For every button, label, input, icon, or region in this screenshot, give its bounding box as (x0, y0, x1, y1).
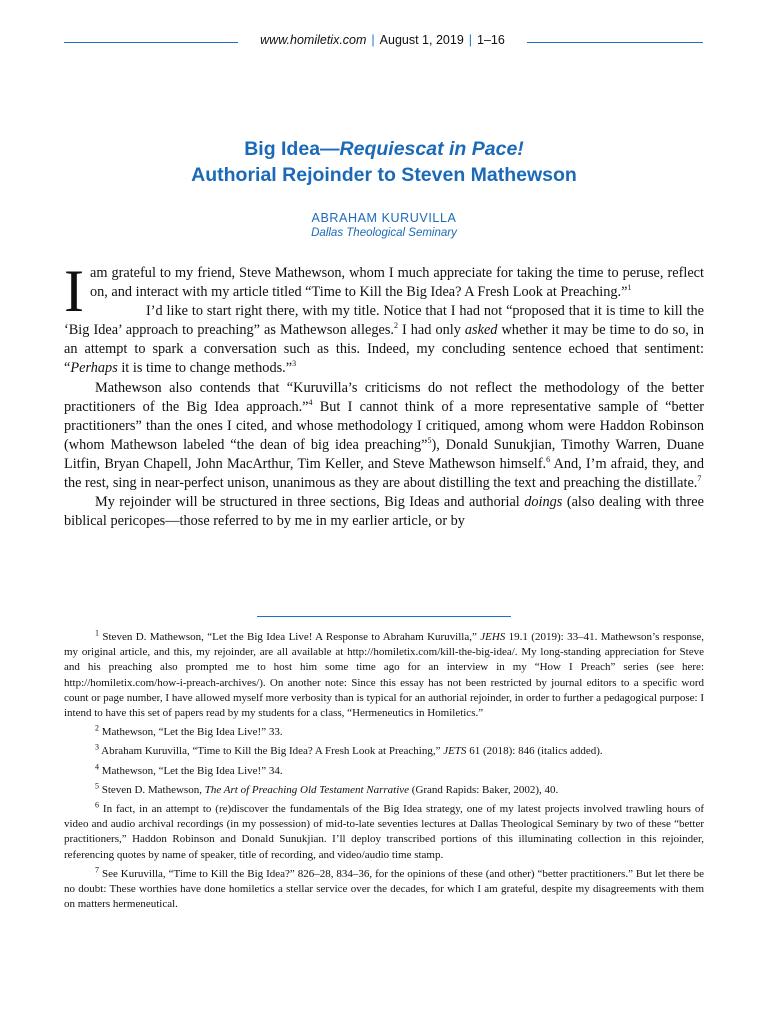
header-text (238, 33, 527, 47)
footnote-text: 61 (2018): 846 (italics added). (466, 745, 603, 758)
footnote (64, 761, 704, 779)
footnote-number: 3 (95, 742, 99, 752)
paragraph-text: I had only (397, 322, 465, 339)
footnote-text: See Kuruvilla, “Time to Kill the Big Idea?” 826–28, 834–36, for the opinions of these (and other) “better practitioners.” But let there be no doubt: These worthies have done homiletics a stellar service over the decades, for which I am grateful, despite my disagreements with them on matters hermeneutical. (64, 867, 704, 911)
paragraph-text: (also dealing with three biblical pericopes—those referred to by me in my earlier article, or by (64, 494, 704, 530)
paragraph-text: Mathewson also contends that “Kuruvilla’s criticisms do not reflect the methodology of the better practitioners of the Big Idea approach.” (64, 379, 704, 415)
footnote-ref[interactable]: 7 (697, 474, 702, 484)
paragraph (64, 379, 704, 494)
emphasis: asked (464, 322, 498, 339)
footnote-number: 7 (95, 865, 99, 875)
author-name: ABRAHAM KURUVILLA (311, 211, 457, 225)
title-italic: Requiescat in Pace! (339, 138, 524, 160)
footnote-divider (257, 616, 511, 617)
title-line-1 (0, 136, 768, 162)
running-header (0, 33, 768, 53)
emphasis: The Art of Preaching Old Testament Narrative (204, 783, 410, 796)
emphasis: JEHS (480, 631, 506, 643)
drop-cap: I (64, 258, 84, 324)
paragraph-text: But I cannot think of a more representative sample of “better practitioners” than the ones I cited, and whose methodology I critiqued, among whom were Haddon Robinson (whom Mathewson labeled “the dean of big idea preaching” (64, 398, 704, 453)
header-date: August 1, 2019 (379, 33, 464, 47)
footnote (64, 867, 704, 913)
footnote-text: Mathewson, “Let the Big Idea Live!” 33. (99, 726, 283, 739)
footnote-text: Mathewson, “Let the Big Idea Live!” 34. (99, 764, 283, 777)
paragraph-text: And, I’m afraid, they, and the rest, sing in near-perfect unison, unanimous as they are about distilling the text and preaching the distillate. (64, 455, 704, 492)
author-affiliation: Dallas Theological Seminary (311, 227, 457, 239)
footnote-ref[interactable]: 6 (546, 455, 551, 465)
paragraph-text: ), Donald Sunukjian, Timothy Warren, Duane Litfin, Bryan Chapell, John MacArthur, Tim Keller, and Steve Mathewson himself. (64, 436, 704, 472)
footnote-number: 1 (95, 628, 99, 638)
emphasis: JETS (443, 745, 467, 758)
paragraph-text: My rejoinder will be structured in three sections, Big Ideas and authorial (95, 494, 525, 511)
footnote-number: 2 (95, 723, 99, 733)
footnote-text: (Grand Rapids: Baker, 2002), 40. (409, 783, 559, 796)
footnote-ref[interactable]: 2 (393, 321, 398, 331)
footnote (64, 725, 704, 740)
header-site-link[interactable]: www.homiletix.com (260, 33, 367, 47)
header-separator: | (371, 33, 375, 47)
footnote-ref[interactable]: 4 (308, 397, 313, 407)
paragraph-text: I’d like to start right there, with my title. Notice that I had not “proposed that it is time to kill the ‘Big Idea’ approach to preaching” as Mathewson alleges. (64, 303, 704, 339)
header-rule-left (64, 42, 238, 43)
title-line-2: Authorial Rejoinder to Steven Mathewson (191, 164, 577, 186)
header-separator: | (468, 33, 473, 47)
footnote (64, 783, 704, 798)
footnote-text: Abraham Kuruvilla, “Time to Kill the Big Idea? A Fresh Look at Preaching,” (99, 745, 444, 758)
header-pages: 1–16 (477, 33, 505, 47)
footnote (64, 744, 704, 759)
footnote-number: 5 (95, 781, 99, 791)
header-rule-right (527, 42, 703, 43)
footnotes (64, 630, 704, 916)
emphasis: doings (524, 494, 563, 511)
footnote-number: 6 (95, 800, 99, 810)
footnote-text: 19.1 (2019): 33–41. Mathewson’s response, my original article, and this, my rejoinder, are all available at http://homiletix.com/kill-the-big-idea/. My long-standing appreciation for Steve and his preaching also prompted me to host him some time ago for an interview in my “How I Preach” series (see here: http://homiletix.com/how-i-preach-archives/). On another note: Since this essay has not been restricted by journal editors to a specific word count or page number, I have allowed myself more verbosity than is typical for an authorial rejoinder, in order to further a pedagogical purpose: I intend to have this set of papers read by my students for a class, “Hermeneutics in Homiletics.” (64, 631, 704, 720)
footnote (64, 630, 704, 721)
paragraph (64, 302, 704, 378)
footnote-ref[interactable]: 1 (627, 283, 632, 293)
footnote (64, 802, 704, 863)
emphasis: Perhaps (70, 360, 118, 377)
footnote-ref[interactable]: 5 (427, 436, 432, 446)
author-block (0, 210, 768, 241)
footnote-text: Steven D. Mathewson, “Let the Big Idea Live! A Response to Abraham Kuruvilla,” (99, 631, 481, 643)
paragraph-text: am grateful to my friend, Steve Mathewson, whom I much appreciate for taking the time to peruse, reflect on, and interact with my article titled “Time to Kill the Big Idea? A Fresh Look at Preaching.” (89, 265, 704, 301)
title-plain: Big Idea— (244, 138, 340, 160)
paragraph-text: whether it may be time to do so, in an attempt to spark a conversation such as this. Indeed, my concluding sentence echoed that sentiment: “ (64, 322, 704, 377)
body-text (64, 258, 704, 531)
footnote-text: In fact, in an attempt to (re)discover the fundamentals of the Big Idea strategy, one of my latest projects involved trawling hours of video and audio archival recordings (in my possession) of mid-to-late seventies lectures at Dallas Theological Seminary by two of these “better practitioners,” Haddon Robinson and Donald Sunukjian. I’ll deploy transcribed portions of this illuminating collection in this rejoinder, referencing quotes by name of speaker, title of recording, and video/audio time stamp. (64, 803, 704, 861)
paragraph-text: it is time to change methods.” (117, 360, 293, 377)
footnote-ref[interactable]: 3 (292, 359, 297, 369)
footnote-text: Steven D. Mathewson, (99, 783, 205, 796)
footnote-number: 4 (95, 761, 99, 771)
paragraph (64, 493, 704, 531)
article-title (0, 136, 768, 188)
